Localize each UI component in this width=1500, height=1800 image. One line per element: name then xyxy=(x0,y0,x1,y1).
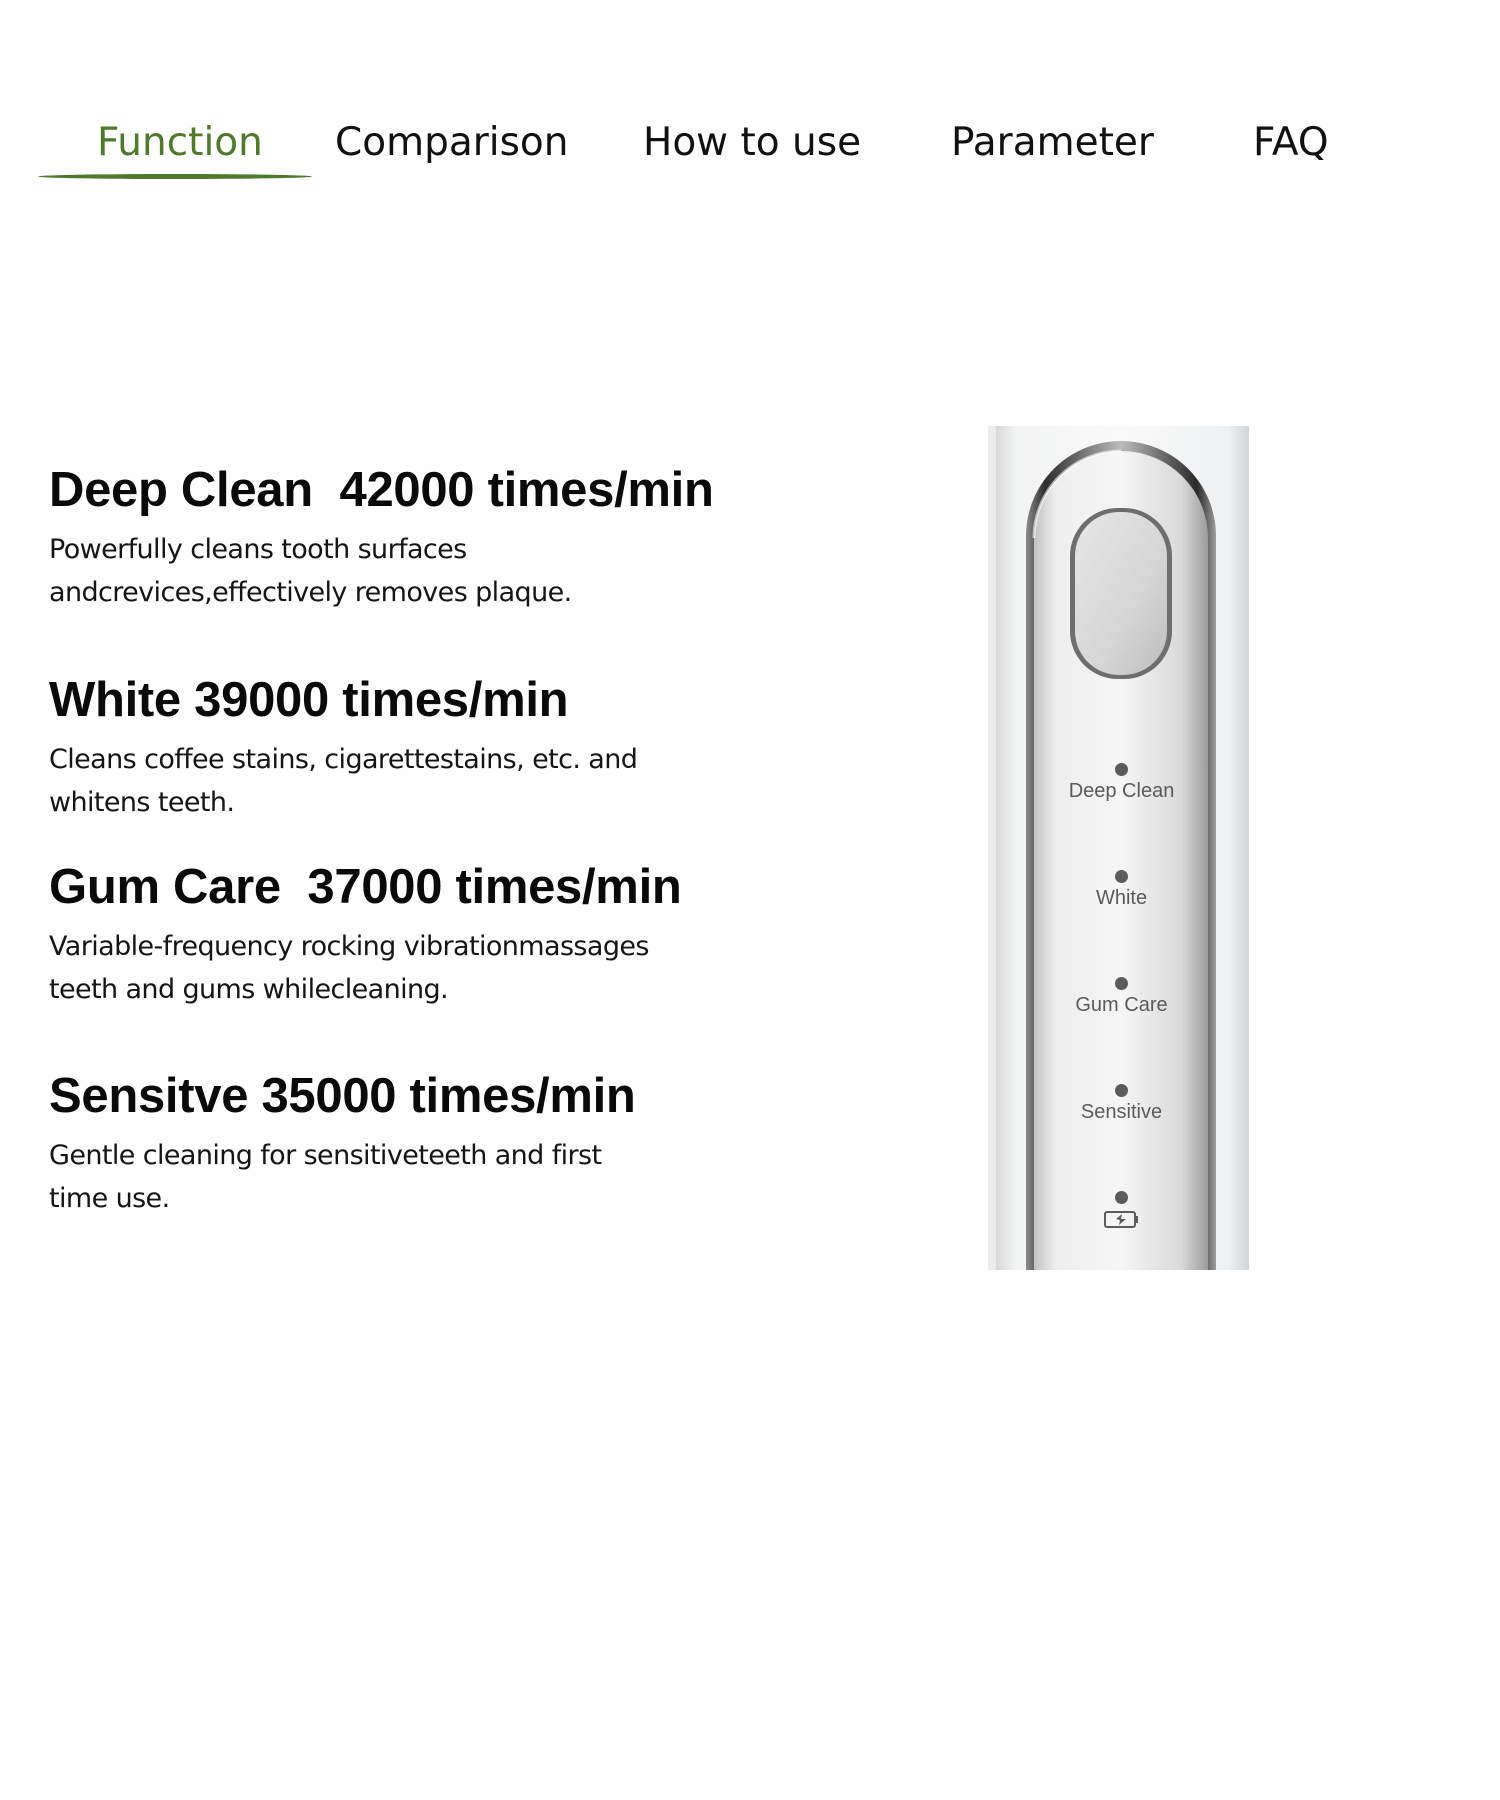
mode-label-sensitive: Sensitive xyxy=(1080,1101,1163,1123)
feature-sensitive xyxy=(49,1066,749,1220)
feature-title: Gum Care 37000 times/min xyxy=(49,860,682,914)
active-tab-indicator xyxy=(38,174,312,179)
tab-function[interactable]: Function xyxy=(97,120,263,165)
feature-title: Sensitve 35000 times/min xyxy=(49,1069,636,1123)
feature-description: Gentle cleaning for sensitiveteeth and first time use. xyxy=(49,1140,602,1214)
tab-parameter[interactable]: Parameter xyxy=(951,120,1154,165)
tab-comparison[interactable]: Comparison xyxy=(335,120,569,165)
tab-how-to-use[interactable]: How to use xyxy=(643,120,862,165)
power-button xyxy=(1075,512,1167,675)
mode-label-deep-clean: Deep Clean xyxy=(1068,780,1175,802)
mode-indicator-dot xyxy=(1115,870,1128,883)
mode-indicator-dot xyxy=(1115,1084,1128,1097)
tab-faq[interactable]: FAQ xyxy=(1253,120,1329,165)
toothbrush-image xyxy=(988,426,1255,1270)
feature-description: Variable-frequency rocking vibrationmassages teeth and gums whilecleaning. xyxy=(49,931,649,1005)
feature-deep-clean xyxy=(49,460,749,614)
feature-gum-care xyxy=(49,857,749,1011)
feature-description: Powerfully cleans tooth surfaces andcrevices,effectively removes plaque. xyxy=(49,534,572,608)
tab-bar xyxy=(0,0,1500,200)
feature-white xyxy=(49,670,749,824)
mode-label-white: White xyxy=(1095,887,1148,909)
toothbrush-body xyxy=(988,426,1255,1270)
mode-indicator-dot xyxy=(1115,763,1128,776)
battery-indicator-dot xyxy=(1115,1191,1128,1204)
feature-title: White 39000 times/min xyxy=(49,673,569,727)
feature-title: Deep Clean 42000 times/min xyxy=(49,463,714,517)
mode-indicator-dot xyxy=(1115,977,1128,990)
feature-description: Cleans coffee stains, cigarettestains, etc. and whitens teeth. xyxy=(49,744,638,818)
mode-label-gum-care: Gum Care xyxy=(1075,994,1168,1016)
